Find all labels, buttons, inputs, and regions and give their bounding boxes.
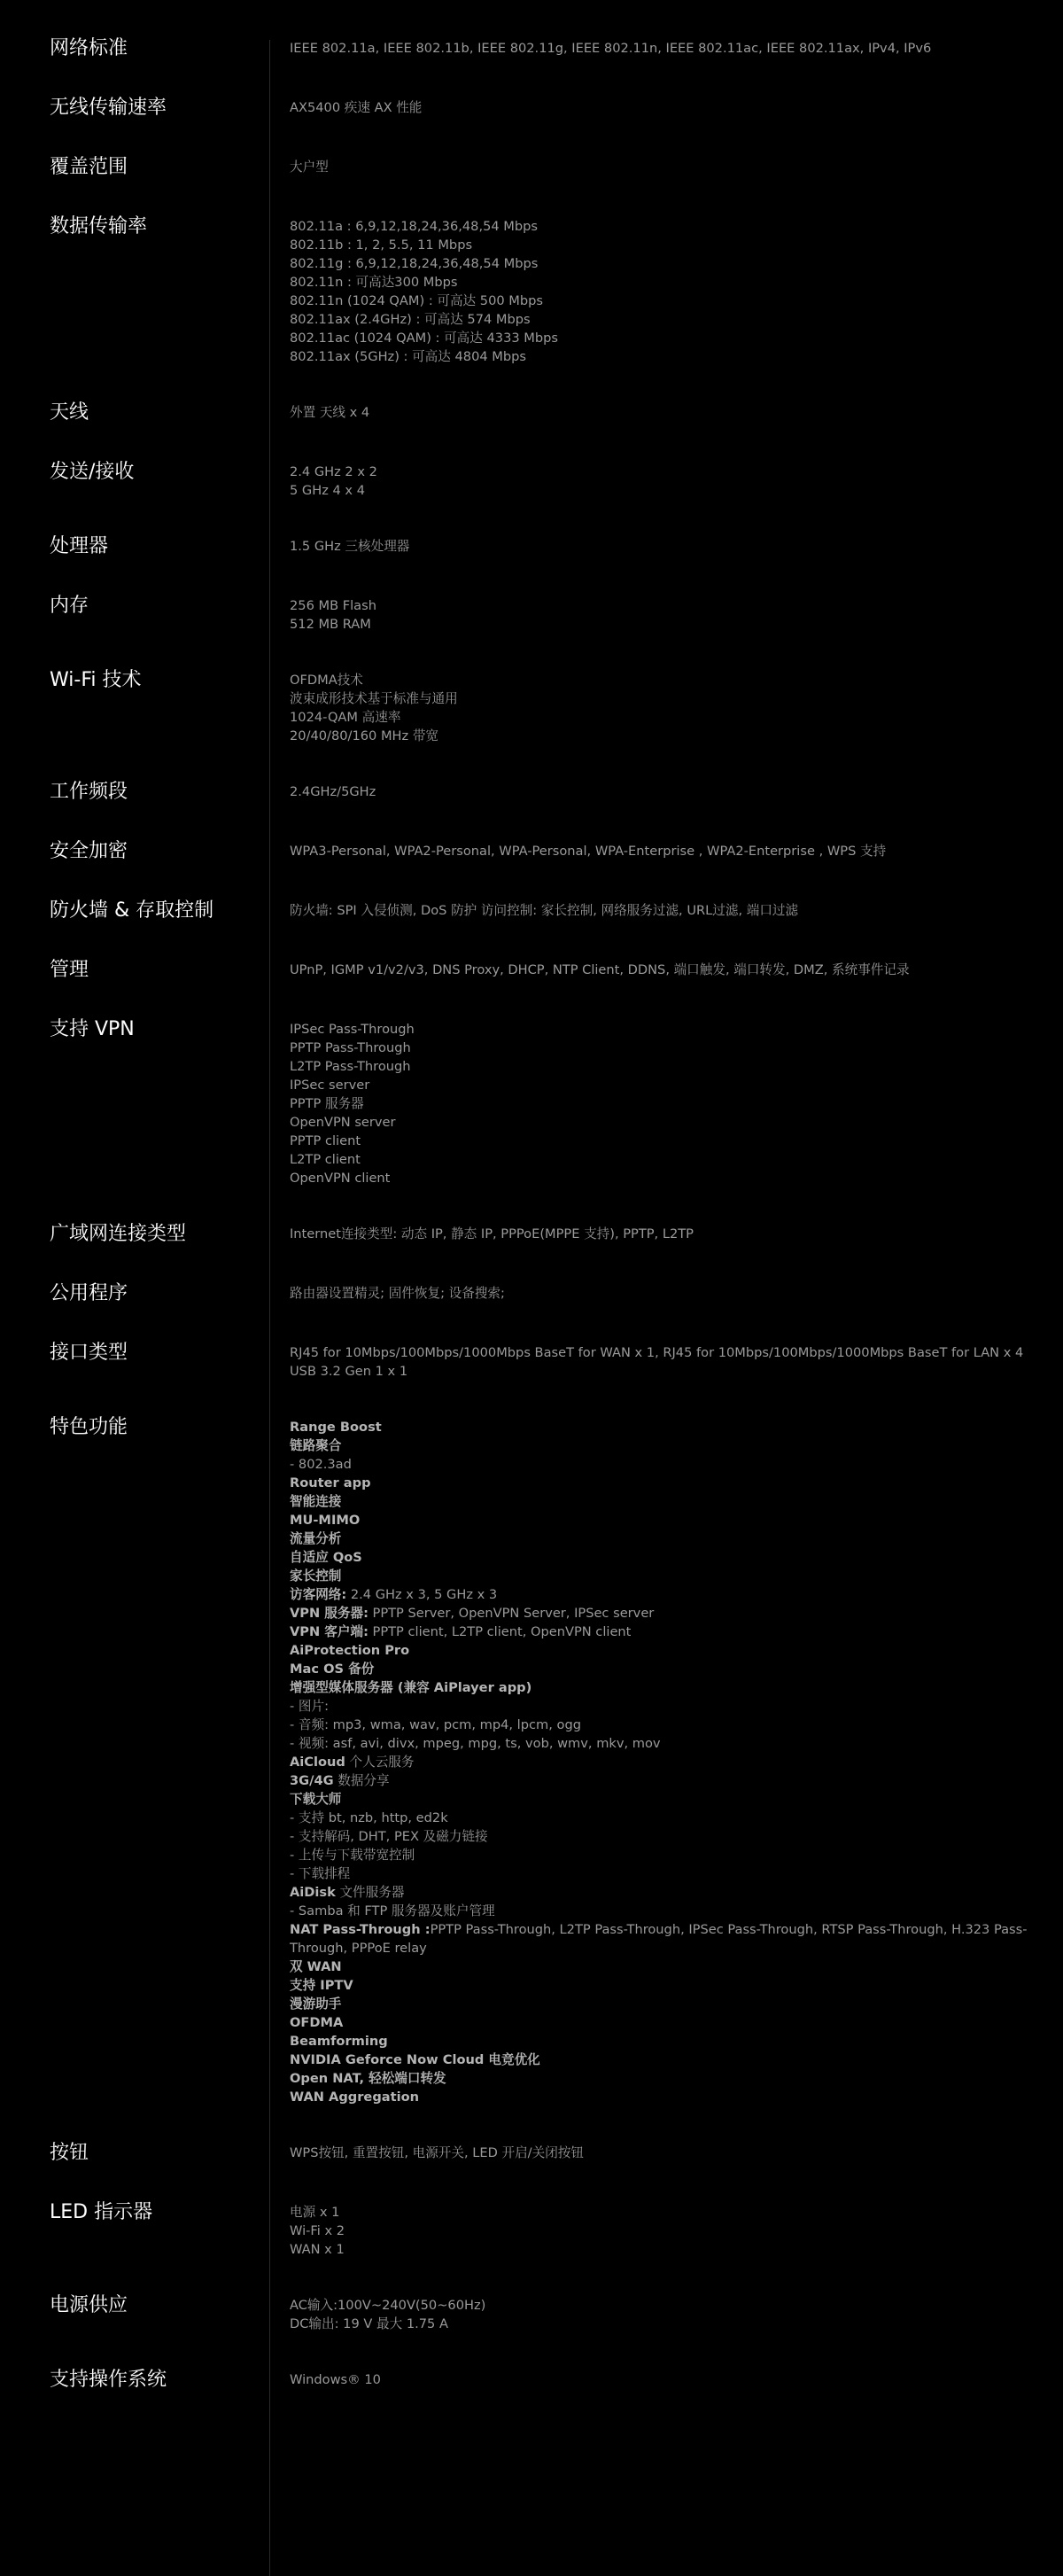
spec-value-line (290, 2222, 1028, 2240)
spec-value-text: RJ45 for 10Mbps/100Mbps/1000Mbps BaseT for WAN x 1, RJ45 for 10Mbps/100Mbps/1000Mbps BaseT for LAN x 4 (290, 1345, 1024, 1360)
spec-value-text: 文件服务器 (335, 1885, 405, 1900)
spec-value-line (290, 671, 1028, 689)
spec-label: 特色功能 (50, 1416, 128, 1438)
spec-value-text: 802.11ax (2.4GHz) : 可高达 574 Mbps (290, 312, 531, 327)
spec-row (0, 459, 1063, 500)
spec-value-text: Internet连接类型: 动态 IP, 静态 IP, PPPoE(MPPE 支持), PPTP, L2TP (290, 1226, 694, 1241)
spec-value-line (290, 1734, 1028, 1753)
spec-value-text: 2.4 GHz 2 x 2 (290, 464, 377, 479)
spec-row (0, 1016, 1063, 1187)
spec-table (0, 35, 1063, 2426)
spec-value-bold-text: NAT Pass-Through : (290, 1922, 431, 1937)
spec-value-text: 波束成形技术基于标准与通用 (290, 691, 458, 706)
spec-value (271, 1340, 1063, 1381)
spec-value-line (290, 1753, 1028, 1771)
spec-label: LED 指示器 (50, 2201, 153, 2223)
spec-value-line (290, 2069, 1028, 2088)
spec-value-line (290, 1474, 1028, 1492)
spec-value-text: 5 GHz 4 x 4 (290, 483, 365, 498)
spec-value-text: Wi-Fi x 2 (290, 2223, 345, 2238)
spec-value-text: - 支持解码, DHT, PEX 及磁力链接 (290, 1829, 488, 1844)
spec-value-line (290, 310, 1028, 329)
spec-row (0, 898, 1063, 923)
spec-value (271, 2140, 1063, 2162)
spec-value (271, 400, 1063, 422)
spec-label: 网络标准 (50, 37, 128, 59)
spec-value-text: 512 MB RAM (290, 617, 371, 632)
spec-row (0, 1221, 1063, 1247)
spec-value-text: USB 3.2 Gen 1 x 1 (290, 1364, 408, 1379)
spec-value-line (290, 236, 1028, 254)
spec-row (0, 779, 1063, 805)
spec-value (271, 593, 1063, 634)
spec-row (0, 533, 1063, 559)
spec-value-line (290, 329, 1028, 347)
spec-value-line (290, 1641, 1028, 1660)
spec-label: 发送/接收 (50, 461, 135, 483)
spec-value-text: PPTP client (290, 1133, 361, 1148)
spec-value-line (290, 842, 1028, 860)
spec-row (0, 214, 1063, 366)
spec-value-line (290, 1771, 1028, 1790)
spec-value-text: OpenVPN client (290, 1171, 391, 1186)
spec-value (271, 214, 1063, 366)
spec-value-line (290, 1076, 1028, 1094)
spec-value (271, 2292, 1063, 2333)
spec-value-line (290, 1057, 1028, 1076)
spec-value-text: 802.11a : 6,9,12,18,24,36,48,54 Mbps (290, 219, 539, 234)
spec-value (271, 35, 1063, 58)
spec-value-line (290, 1604, 1028, 1623)
spec-value-line (290, 1920, 1028, 1957)
spec-label: 广域网连接类型 (50, 1223, 187, 1245)
spec-row (0, 95, 1063, 121)
spec-value-bold-text: MU-MIMO (290, 1513, 361, 1528)
spec-value-line (290, 1020, 1028, 1039)
spec-value-line (290, 1678, 1028, 1697)
spec-value-line (290, 1511, 1028, 1529)
spec-label: 按钮 (50, 2142, 89, 2164)
spec-value-text: 256 MB Flash (290, 598, 376, 613)
spec-value-line (290, 1094, 1028, 1113)
spec-value (271, 154, 1063, 176)
spec-value-line (290, 2240, 1028, 2259)
spec-value-text: PPTP Server, OpenVPN Server, IPSec server (368, 1606, 655, 1621)
spec-value-text: DC输出: 19 V 最大 1.75 A (290, 2316, 448, 2331)
spec-value-line (290, 1809, 1028, 1827)
spec-value-line (290, 1716, 1028, 1734)
spec-value-line (290, 1957, 1028, 1976)
spec-value-line (290, 1284, 1028, 1303)
spec-value-bold-text: Mac OS 备份 (290, 1662, 375, 1677)
spec-value-line (290, 2088, 1028, 2106)
spec-value-text: 802.11g : 6,9,12,18,24,36,48,54 Mbps (290, 256, 539, 271)
spec-value-bold-text: AiDisk (290, 1885, 336, 1900)
spec-value-bold-text: 漫游助手 (290, 1996, 342, 2012)
spec-value-bold-text: Open NAT, 轻松端口转发 (290, 2071, 446, 2086)
spec-value-line (290, 39, 1028, 58)
spec-value-text: 个人云服务 (345, 1755, 415, 1770)
spec-label: 处理器 (50, 535, 109, 557)
spec-value-bold-text: 智能连接 (290, 1494, 342, 1509)
spec-value-text: UPnP, IGMP v1/v2/v3, DNS Proxy, DHCP, NTP Client, DDNS, 端口触发, 端口转发, DMZ, 系统事件记录 (290, 962, 910, 977)
spec-row (0, 957, 1063, 983)
spec-value-text: 802.11b : 1, 2, 5.5, 11 Mbps (290, 237, 473, 253)
spec-value-text: 大户型 (290, 160, 329, 175)
spec-value (271, 957, 1063, 979)
spec-value-line (290, 1548, 1028, 1567)
spec-value-text: PPTP client, L2TP client, OpenVPN client (368, 1624, 632, 1639)
spec-value-bold-text: Range Boost (290, 1420, 382, 1435)
spec-row (0, 2292, 1063, 2333)
spec-value-line (290, 1902, 1028, 1920)
spec-value-line (290, 1362, 1028, 1381)
spec-value-text: AX5400 疾速 AX 性能 (290, 100, 423, 115)
spec-value-line (290, 2203, 1028, 2222)
spec-label: 覆盖范围 (50, 156, 128, 178)
spec-value-line (290, 2051, 1028, 2069)
spec-value-text: PPTP Pass-Through (290, 1040, 411, 1055)
spec-value-line (290, 347, 1028, 366)
spec-value (271, 838, 1063, 860)
spec-value-text: - Samba 和 FTP 服务器及账户管理 (290, 1903, 495, 1918)
spec-value-bold-text: 访客网络: (290, 1587, 347, 1602)
spec-value-line (290, 1883, 1028, 1902)
spec-label: 支持操作系统 (50, 2369, 167, 2391)
spec-value-text: WAN x 1 (290, 2242, 345, 2257)
spec-value-line (290, 2144, 1028, 2162)
spec-value-text: - 上传与下载带宽控制 (290, 1848, 415, 1863)
spec-value-line (290, 537, 1028, 556)
spec-value-bold-text: 自适应 QoS (290, 1550, 362, 1565)
spec-row (0, 838, 1063, 864)
spec-value-text: PPTP 服务器 (290, 1096, 364, 1111)
spec-value-bold-text: VPN 客户端: (290, 1624, 369, 1639)
spec-value-line (290, 403, 1028, 422)
spec-value-line (290, 782, 1028, 801)
spec-value-line (290, 596, 1028, 615)
spec-value-text: 电源 x 1 (290, 2205, 340, 2220)
spec-value-text: - 支持 bt, nzb, http, ed2k (290, 1810, 448, 1825)
spec-value-text: L2TP Pass-Through (290, 1059, 411, 1074)
spec-value-bold-text: 3G/4G (290, 1773, 334, 1788)
spec-value-line (290, 1169, 1028, 1187)
spec-value-line (290, 1864, 1028, 1883)
spec-value-line (290, 1585, 1028, 1604)
spec-value (271, 533, 1063, 556)
spec-value-text: WPS按钮, 重置按钮, 电源开关, LED 开启/关闭按钮 (290, 2145, 584, 2160)
spec-value-text: IEEE 802.11a, IEEE 802.11b, IEEE 802.11g, IEEE 802.11n, IEEE 802.11ac, IEEE 802.11ax, IPv4, IPv6 (290, 41, 932, 56)
spec-value-text: IPSec Pass-Through (290, 1022, 415, 1037)
spec-row (0, 2140, 1063, 2166)
spec-value-line (290, 1995, 1028, 2013)
spec-value-line (290, 1225, 1028, 1243)
spec-value-line (290, 273, 1028, 292)
spec-value-bold-text: 支持 IPTV (290, 1978, 353, 1993)
spec-value-line (290, 292, 1028, 310)
spec-row (0, 667, 1063, 745)
spec-row (0, 593, 1063, 634)
spec-value-text: IPSec server (290, 1078, 370, 1093)
spec-label: 接口类型 (50, 1342, 128, 1364)
spec-value-text: 2.4GHz/5GHz (290, 784, 376, 799)
spec-value-bold-text: NVIDIA Geforce Now Cloud 电竞优化 (290, 2052, 540, 2067)
spec-label: 防火墙 & 存取控制 (50, 899, 214, 922)
spec-value-text: OFDMA技术 (290, 673, 363, 688)
spec-value-text: 802.11n : 可高达300 Mbps (290, 275, 458, 290)
spec-label: 公用程序 (50, 1282, 128, 1304)
spec-value-text: 802.11ac (1024 QAM) : 可高达 4333 Mbps (290, 331, 559, 346)
spec-value-bold-text: Router app (290, 1475, 371, 1490)
spec-value-line (290, 1976, 1028, 1995)
spec-value-line (290, 2315, 1028, 2333)
spec-value-line (290, 1113, 1028, 1132)
spec-value-line (290, 1492, 1028, 1511)
spec-label: 内存 (50, 595, 89, 617)
spec-value-line (290, 1790, 1028, 1809)
spec-value-line (290, 961, 1028, 979)
spec-value-line (290, 2370, 1028, 2389)
spec-value-bold-text: 下载大师 (290, 1792, 342, 1807)
spec-value (271, 1414, 1063, 2106)
spec-label: 支持 VPN (50, 1018, 135, 1040)
spec-value-text: 2.4 GHz x 3, 5 GHz x 3 (346, 1587, 498, 1602)
spec-value-text: 防火墙: SPI 入侵侦测, DoS 防护 访问控制: 家长控制, 网络服务过滤, URL过滤, 端口过滤 (290, 903, 799, 918)
spec-row (0, 1414, 1063, 2106)
spec-value-text: 数据分享 (333, 1773, 390, 1788)
spec-value-line (290, 1150, 1028, 1169)
spec-value-line (290, 1846, 1028, 1864)
spec-row (0, 1340, 1063, 1381)
spec-row (0, 2367, 1063, 2393)
spec-value-text: 路由器设置精灵; 固件恢复; 设备搜索; (290, 1286, 505, 1301)
spec-label: 数据传输率 (50, 215, 148, 237)
spec-value-text: - 音频: mp3, wma, wav, pcm, mp4, lpcm, ogg (290, 1717, 581, 1732)
spec-value-text: Windows® 10 (290, 2372, 381, 2387)
spec-value (271, 1280, 1063, 1303)
spec-value-line (290, 1660, 1028, 1678)
spec-label: 管理 (50, 959, 89, 981)
spec-value-line (290, 708, 1028, 727)
spec-value-line (290, 1529, 1028, 1548)
spec-value-text: AC输入:100V~240V(50~60Hz) (290, 2298, 486, 2313)
spec-value-bold-text: OFDMA (290, 2015, 344, 2030)
spec-value-line (290, 463, 1028, 481)
spec-value (271, 667, 1063, 745)
spec-value-bold-text: 增强型媒体服务器 (兼容 AiPlayer app) (290, 1680, 532, 1695)
spec-value-text: WPA3-Personal, WPA2-Personal, WPA-Personal, WPA-Enterprise , WPA2-Enterprise , WPS 支持 (290, 844, 887, 859)
spec-value-line (290, 1567, 1028, 1585)
spec-value-line (290, 2032, 1028, 2051)
spec-value-line (290, 254, 1028, 273)
spec-value-line (290, 1455, 1028, 1474)
spec-value-text: - 802.3ad (290, 1457, 352, 1472)
spec-label: 工作频段 (50, 781, 128, 803)
spec-value-line (290, 98, 1028, 117)
spec-value-text: OpenVPN server (290, 1115, 396, 1130)
spec-value-line (290, 1623, 1028, 1641)
spec-value-line (290, 1132, 1028, 1150)
spec-value-text: 外置 天线 x 4 (290, 405, 370, 420)
spec-value-line (290, 2296, 1028, 2315)
spec-value-line (290, 689, 1028, 708)
spec-value-line (290, 1436, 1028, 1455)
spec-value-line (290, 901, 1028, 920)
spec-value (271, 95, 1063, 117)
spec-row (0, 1280, 1063, 1306)
spec-value (271, 2199, 1063, 2259)
spec-label: Wi-Fi 技术 (50, 669, 142, 691)
spec-value (271, 898, 1063, 920)
spec-value-text: 1024-QAM 高速率 (290, 710, 401, 725)
spec-label: 无线传输速率 (50, 97, 167, 119)
spec-value-line (290, 481, 1028, 500)
spec-value (271, 2367, 1063, 2389)
spec-value-text: 802.11ax (5GHz) : 可高达 4804 Mbps (290, 349, 527, 364)
spec-value-bold-text: Beamforming (290, 2034, 388, 2049)
spec-value (271, 779, 1063, 801)
spec-value-text: - 视频: asf, avi, divx, mpeg, mpg, ts, vob, wmv, mkv, mov (290, 1736, 661, 1751)
spec-value-text: - 图片: (290, 1699, 330, 1714)
spec-label: 天线 (50, 401, 89, 424)
spec-value-line (290, 1343, 1028, 1362)
spec-value-text: - 下载排程 (290, 1866, 351, 1881)
spec-value-bold-text: VPN 服务器: (290, 1606, 369, 1621)
spec-value (271, 1016, 1063, 1187)
spec-value-text: 20/40/80/160 MHz 带宽 (290, 728, 439, 743)
spec-value-line (290, 217, 1028, 236)
spec-value-text: 802.11n (1024 QAM) : 可高达 500 Mbps (290, 293, 544, 308)
spec-value-line (290, 1418, 1028, 1436)
spec-value-line (290, 727, 1028, 745)
spec-value-line (290, 1827, 1028, 1846)
spec-row (0, 35, 1063, 61)
spec-value (271, 1221, 1063, 1243)
spec-value-bold-text: 家长控制 (290, 1568, 342, 1584)
spec-value-bold-text: 流量分析 (290, 1531, 342, 1546)
spec-value-line (290, 615, 1028, 634)
spec-row (0, 400, 1063, 425)
spec-value (271, 459, 1063, 500)
spec-label: 安全加密 (50, 840, 128, 862)
spec-value-bold-text: WAN Aggregation (290, 2090, 420, 2105)
spec-value-bold-text: AiProtection Pro (290, 1643, 410, 1658)
spec-row (0, 2199, 1063, 2259)
spec-value-line (290, 2013, 1028, 2032)
spec-value-text: PPTP Pass-Through, L2TP Pass-Through, IPSec Pass-Through, RTSP Pass-Through, H.323 Pass-Through, PPPoE relay (290, 1922, 1028, 1956)
spec-value-line (290, 1039, 1028, 1057)
spec-value-line (290, 158, 1028, 176)
spec-value-bold-text: AiCloud (290, 1755, 345, 1770)
spec-value-text: 1.5 GHz 三核处理器 (290, 539, 410, 554)
spec-row (0, 154, 1063, 180)
spec-value-bold-text: 双 WAN (290, 1959, 342, 1974)
spec-value-bold-text: 链路聚合 (290, 1438, 342, 1453)
spec-value-line (290, 1697, 1028, 1716)
spec-value-text: L2TP client (290, 1152, 361, 1167)
spec-label: 电源供应 (50, 2294, 128, 2316)
